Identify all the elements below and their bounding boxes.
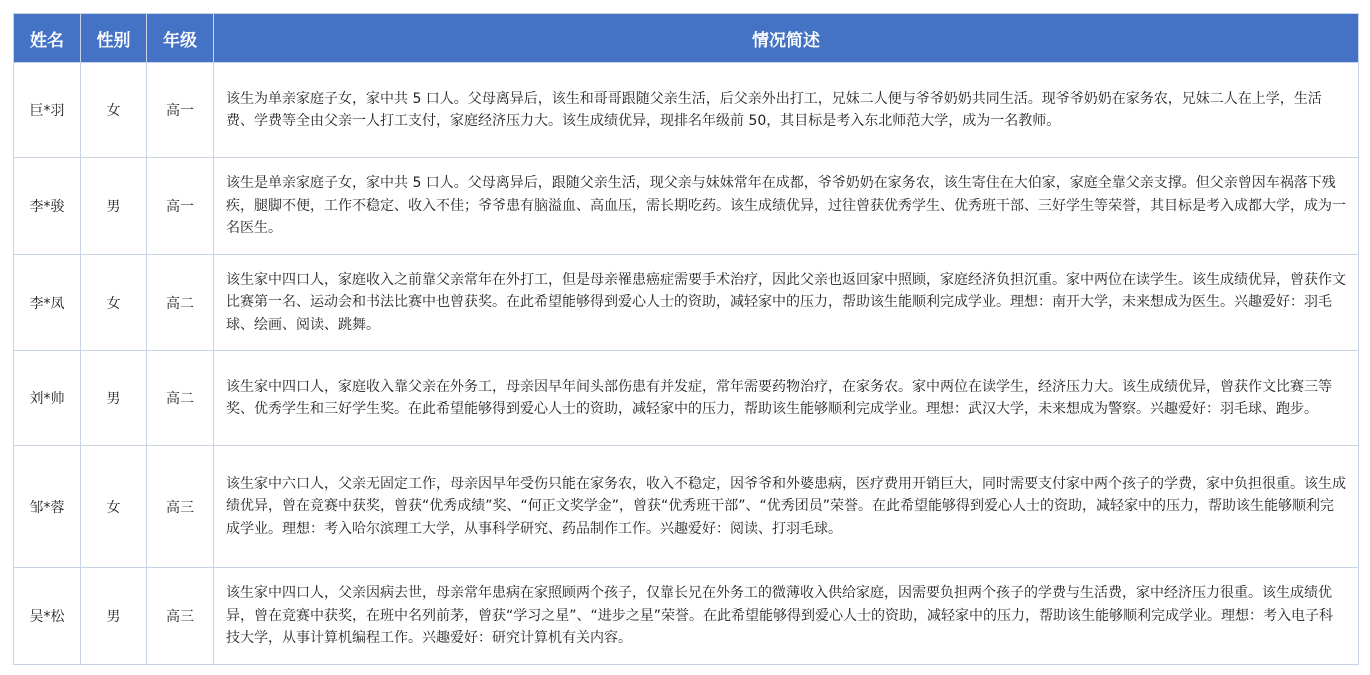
student-name: 巨*羽 [14, 63, 81, 158]
student-gender: 女 [81, 63, 147, 158]
table-row [14, 255, 1359, 351]
header-grade: 年级 [147, 14, 214, 63]
table-body [14, 63, 1359, 665]
student-name: 吴*松 [14, 568, 81, 665]
student-description: 该生家中六口人，父亲无固定工作，母亲因早年受伤只能在家务农，收入不稳定，因爷爷和外婆患病，医疗费用开销巨大，同时需要支付家中两个孩子的学费，家中负担很重。该生成绩优异，曾在竞赛中获奖，曾获“优秀成绩”奖、“何正文奖学金”，曾获“优秀班干部”、“优秀团员”荣誉。在此希望能够得到爱心人士的资助，减轻家中的压力，帮助该生能够顺利完成学业。理想：考入哈尔滨理工大学，从事科学研究、药品制作工作。兴趣爱好：阅读、打羽毛球。 [214, 446, 1359, 568]
table-row [14, 158, 1359, 255]
student-gender: 女 [81, 446, 147, 568]
student-name: 李*凤 [14, 255, 81, 351]
header-name: 姓名 [14, 14, 81, 63]
student-grade: 高三 [147, 568, 214, 665]
student-grade: 高二 [147, 255, 214, 351]
table-row [14, 446, 1359, 568]
student-name: 李*骏 [14, 158, 81, 255]
student-description: 该生家中四口人，父亲因病去世，母亲常年患病在家照顾两个孩子，仅靠长兄在外务工的微薄收入供给家庭，因需要负担两个孩子的学费与生活费，家中经济压力很重。该生成绩优异，曾在竞赛中获奖，在班中名列前茅，曾获“学习之星”、“进步之星”荣誉。在此希望能够得到爱心人士的资助，减轻家中的压力，帮助该生能够顺利完成学业。理想：考入电子科技大学，从事计算机编程工作。兴趣爱好：研究计算机有关内容。 [214, 568, 1359, 665]
table-header [14, 14, 1359, 63]
table-row [14, 351, 1359, 446]
header-gender: 性别 [81, 14, 147, 63]
student-description: 该生家中四口人，家庭收入靠父亲在外务工，母亲因早年间头部伤患有并发症，常年需要药物治疗，在家务农。家中两位在读学生，经济压力大。该生成绩优异，曾获作文比赛三等奖、优秀学生和三好学生奖。在此希望能够得到爱心人士的资助，减轻家中的压力，帮助该生能够顺利完成学业。理想：武汉大学，未来想成为警察。兴趣爱好：羽毛球、跑步。 [214, 351, 1359, 446]
student-info-table [13, 13, 1359, 665]
student-grade: 高一 [147, 158, 214, 255]
student-description: 该生为单亲家庭子女，家中共 5 口人。父母离异后，该生和哥哥跟随父亲生活，后父亲外出打工，兄妹二人便与爷爷奶奶共同生活。现爷爷奶奶在家务农，兄妹二人在上学，生活费、学费等全由父亲一人打工支付，家庭经济压力大。该生成绩优异，现排名年级前 50，其目标是考入东北师范大学，成为一名教师。 [214, 63, 1359, 158]
student-gender: 女 [81, 255, 147, 351]
student-grade: 高一 [147, 63, 214, 158]
student-gender: 男 [81, 351, 147, 446]
student-grade: 高三 [147, 446, 214, 568]
header-description: 情况简述 [214, 14, 1359, 63]
student-gender: 男 [81, 158, 147, 255]
student-gender: 男 [81, 568, 147, 665]
header-row [14, 14, 1359, 63]
student-name: 邹*蓉 [14, 446, 81, 568]
student-name: 刘*帅 [14, 351, 81, 446]
table-row [14, 568, 1359, 665]
table-row [14, 63, 1359, 158]
student-description: 该生家中四口人，家庭收入之前靠父亲常年在外打工，但是母亲罹患癌症需要手术治疗，因此父亲也返回家中照顾，家庭经济负担沉重。家中两位在读学生。该生成绩优异，曾获作文比赛第一名、运动会和书法比赛中也曾获奖。在此希望能够得到爱心人士的资助，减轻家中的压力，帮助该生能顺利完成学业。理想：南开大学，未来想成为医生。兴趣爱好：羽毛球、绘画、阅读、跳舞。 [214, 255, 1359, 351]
student-grade: 高二 [147, 351, 214, 446]
student-description: 该生是单亲家庭子女，家中共 5 口人。父母离异后，跟随父亲生活，现父亲与妹妹常年在成都，爷爷奶奶在家务农，该生寄住在大伯家，家庭全靠父亲支撑。但父亲曾因车祸落下残疾，腿脚不便，工作不稳定、收入不佳；爷爷患有脑溢血、高血压，需长期吃药。该生成绩优异，过往曾获优秀学生、优秀班干部、三好学生等荣誉，其目标是考入成都大学，成为一名医生。 [214, 158, 1359, 255]
